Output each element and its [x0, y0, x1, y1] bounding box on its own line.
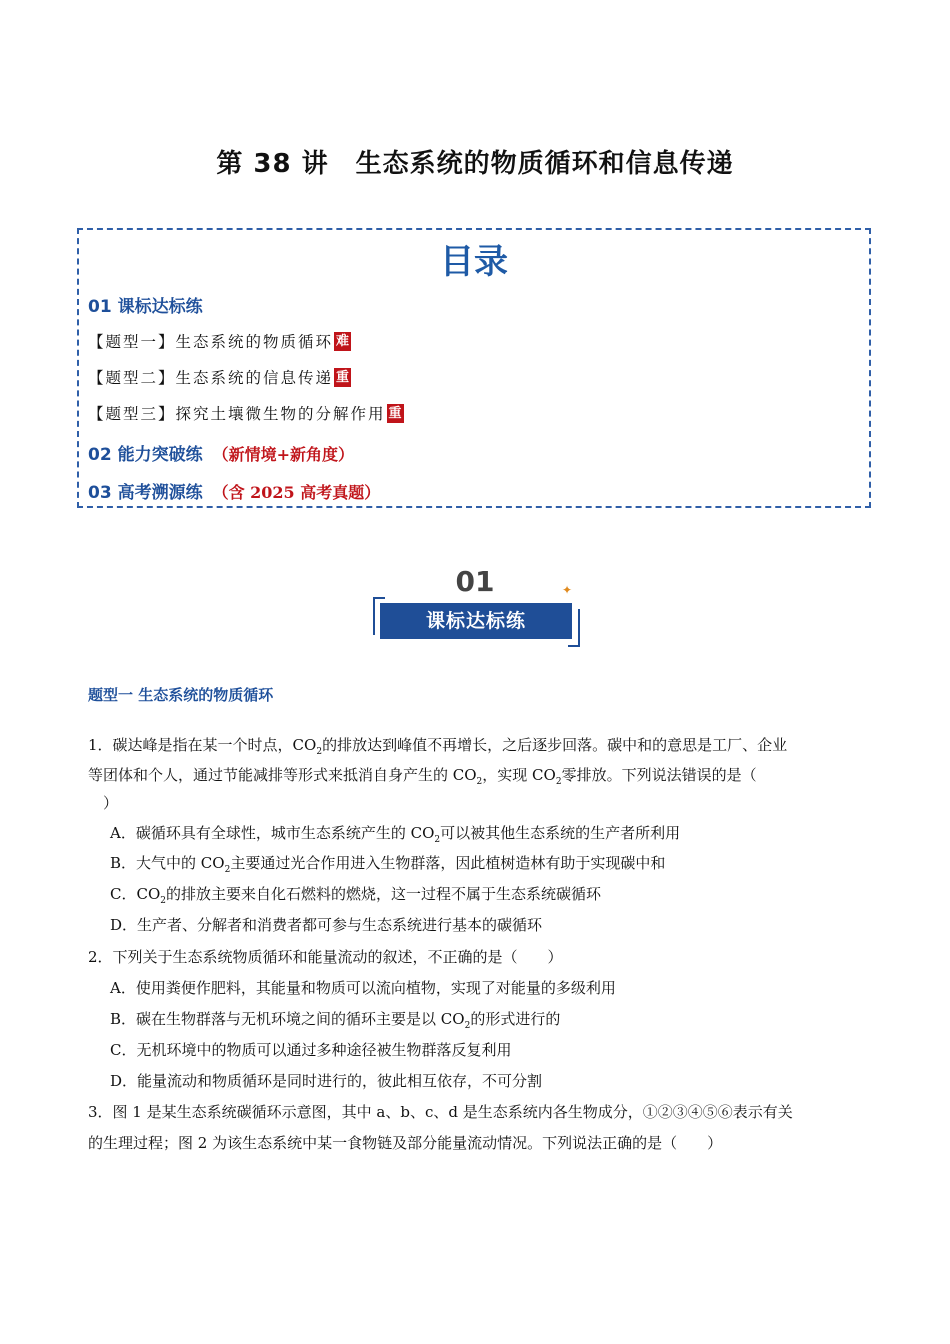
- question-2-option-a[interactable]: A．使用粪便作肥料，其能量和物质可以流向植物，实现了对能量的多级利用: [110, 979, 616, 997]
- importance-badge: 重: [336, 369, 350, 385]
- question-1-option-c[interactable]: C．$CO_2$的排放主要来自化石燃料的燃烧，这一过程不属于生态系统碳循环: [110, 885, 602, 906]
- toc-item-label: 【题型二】生态系统的信息传递: [88, 369, 334, 387]
- toc-item-type2[interactable]: [88, 366, 351, 388]
- question-1-line-3: ）: [88, 794, 119, 812]
- question-3-line-1: 3．图 1 是某生态系统碳循环示意图，其中 a、b、c、d 是生态系统内各生物成分，①②③④⑤⑥表示有关: [88, 1103, 793, 1121]
- section-banner: [370, 565, 580, 647]
- toc-section-note: （含 2025 高考真题）: [212, 483, 381, 502]
- page-title: 第 38 讲 生态系统的物质循环和信息传递: [216, 149, 734, 179]
- banner-label: 课标达标练: [380, 603, 572, 639]
- question-1-option-d[interactable]: D．生产者、分解者和消费者都可参与生态系统进行基本的碳循环: [110, 916, 543, 934]
- question-2-stem: 2．下列关于生态系统物质循环和能量流动的叙述，不正确的是（ ）: [88, 948, 563, 966]
- toc-section-3[interactable]: 03 高考溯源练 （含 2025 高考真题）: [88, 483, 381, 503]
- toc-section-1[interactable]: 01 课标达标练: [88, 297, 203, 317]
- toc-item-label: 【题型一】生态系统的物质循环: [88, 333, 334, 351]
- toc-section-note: （新情境+新角度）: [212, 445, 354, 464]
- toc-heading: 目录: [440, 242, 508, 282]
- importance-badge: 重: [388, 405, 402, 421]
- toc-item-type1[interactable]: [88, 330, 351, 352]
- question-2-option-c[interactable]: C．无机环境中的物质可以通过多种途径被生物群落反复利用: [110, 1041, 512, 1059]
- difficulty-badge: 难: [336, 333, 350, 349]
- question-1-line-1: 1．碳达峰是指在某一个时点，$CO_2$的排放达到峰值不再增长，之后逐步回落。碳中和的意思是工厂、企业: [88, 736, 788, 757]
- section-label: 题型一 生态系统的物质循环: [88, 686, 274, 704]
- toc-item-type3[interactable]: [88, 402, 404, 424]
- question-3-line-2: 的生理过程；图 2 为该生态系统中某一食物链及部分能量流动情况。下列说法正确的是（ ）: [88, 1134, 723, 1152]
- question-2-option-d[interactable]: D．能量流动和物质循环是同时进行的，彼此相互依存，不可分割: [110, 1072, 543, 1090]
- table-of-contents: [77, 228, 871, 508]
- toc-section-2[interactable]: 02 能力突破练 （新情境+新角度）: [88, 445, 354, 465]
- question-1-option-b[interactable]: B．大气中的 $CO_2$主要通过光合作用进入生物群落，因此植树造林有助于实现碳中和: [110, 854, 666, 875]
- question-2-option-b[interactable]: B．碳在生物群落与无机环境之间的循环主要是以 $CO_2$的形式进行的: [110, 1010, 561, 1031]
- banner-number: 01: [455, 565, 495, 598]
- question-1-line-2: 等团体和个人，通过节能减排等形式来抵消自身产生的 $CO_2$，实现 $CO_2$零排放。下列说法错误的是（: [88, 766, 757, 787]
- sparkle-icon: ✦: [562, 583, 573, 597]
- toc-item-label: 【题型三】探究土壤微生物的分解作用: [88, 405, 386, 423]
- question-1-option-a[interactable]: A．碳循环具有全球性，城市生态系统产生的 $CO_2$可以被其他生态系统的生产者所利用: [110, 824, 681, 845]
